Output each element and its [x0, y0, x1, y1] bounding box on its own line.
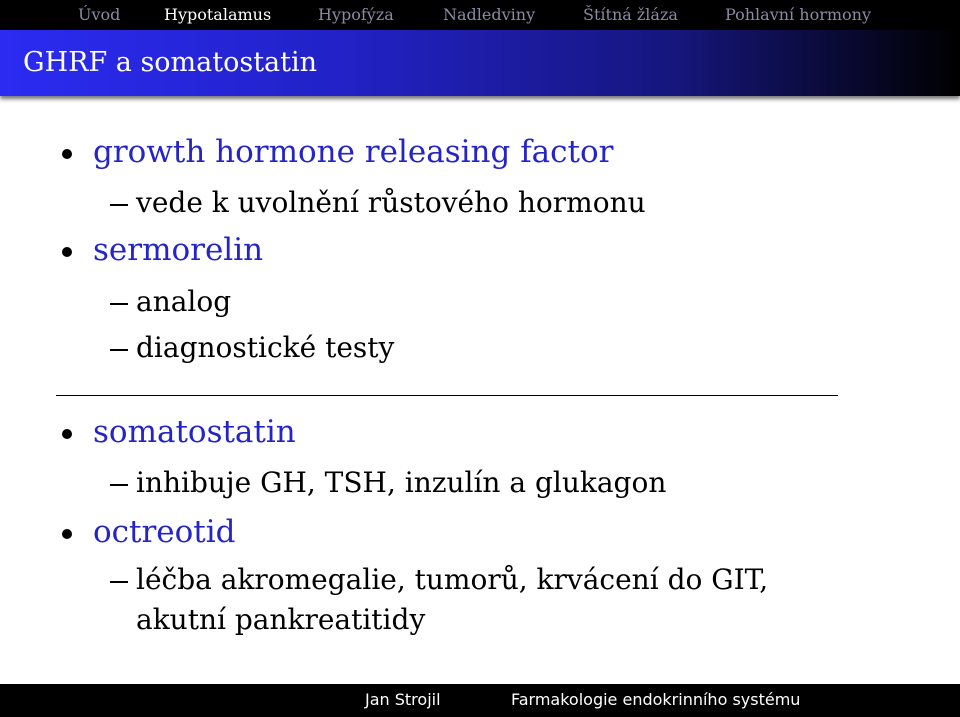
subitem-pankreatitidy: akutní pankreatitidy	[136, 603, 426, 636]
bullet-icon	[62, 247, 72, 257]
slide-content	[0, 96, 960, 684]
footer-bar	[0, 684, 960, 717]
nav-item-hypotalamus[interactable]: Hypotalamus	[164, 5, 272, 24]
section-divider	[56, 395, 838, 396]
nav-item-nadledviny[interactable]: Nadledviny	[443, 5, 536, 24]
subitem-lecba: léčba akromegalie, tumorů, krvácení do GIT,	[136, 563, 769, 596]
dash-icon	[110, 303, 128, 305]
subitem-diagnosticke-testy: diagnostické testy	[136, 331, 395, 364]
title-bar	[0, 30, 960, 96]
footer-course: Farmakologie endokrinního systému	[511, 690, 801, 709]
slide-title: GHRF a somatostatin	[23, 47, 318, 78]
bullet-heading-sermorelin: sermorelin	[93, 232, 264, 268]
dash-icon	[110, 581, 128, 583]
subitem-inhibuje: inhibuje GH, TSH, inzulín a glukagon	[136, 466, 667, 499]
bullet-heading-somatostatin: somatostatin	[93, 414, 296, 450]
bullet-heading-ghrf: growth hormone releasing factor	[93, 134, 614, 170]
dash-icon	[110, 349, 128, 351]
dash-icon	[110, 204, 128, 206]
nav-item-uvod[interactable]: Úvod	[78, 5, 121, 24]
subitem-analog: analog	[136, 285, 232, 318]
nav-item-stitna-zlaza[interactable]: Štítná žláza	[583, 5, 678, 24]
dash-icon	[110, 484, 128, 486]
subitem-uvolneni: vede k uvolnění růstového hormonu	[136, 186, 646, 219]
footer-author: Jan Strojil	[365, 690, 441, 709]
bullet-icon	[62, 149, 72, 159]
top-navigation-bar	[0, 0, 960, 30]
bullet-heading-octreotid: octreotid	[93, 514, 236, 550]
nav-item-hypofyza[interactable]: Hypofýza	[318, 5, 394, 24]
nav-item-pohlavni-hormony[interactable]: Pohlavní hormony	[725, 5, 871, 24]
bullet-icon	[62, 429, 72, 439]
bullet-icon	[62, 529, 72, 539]
